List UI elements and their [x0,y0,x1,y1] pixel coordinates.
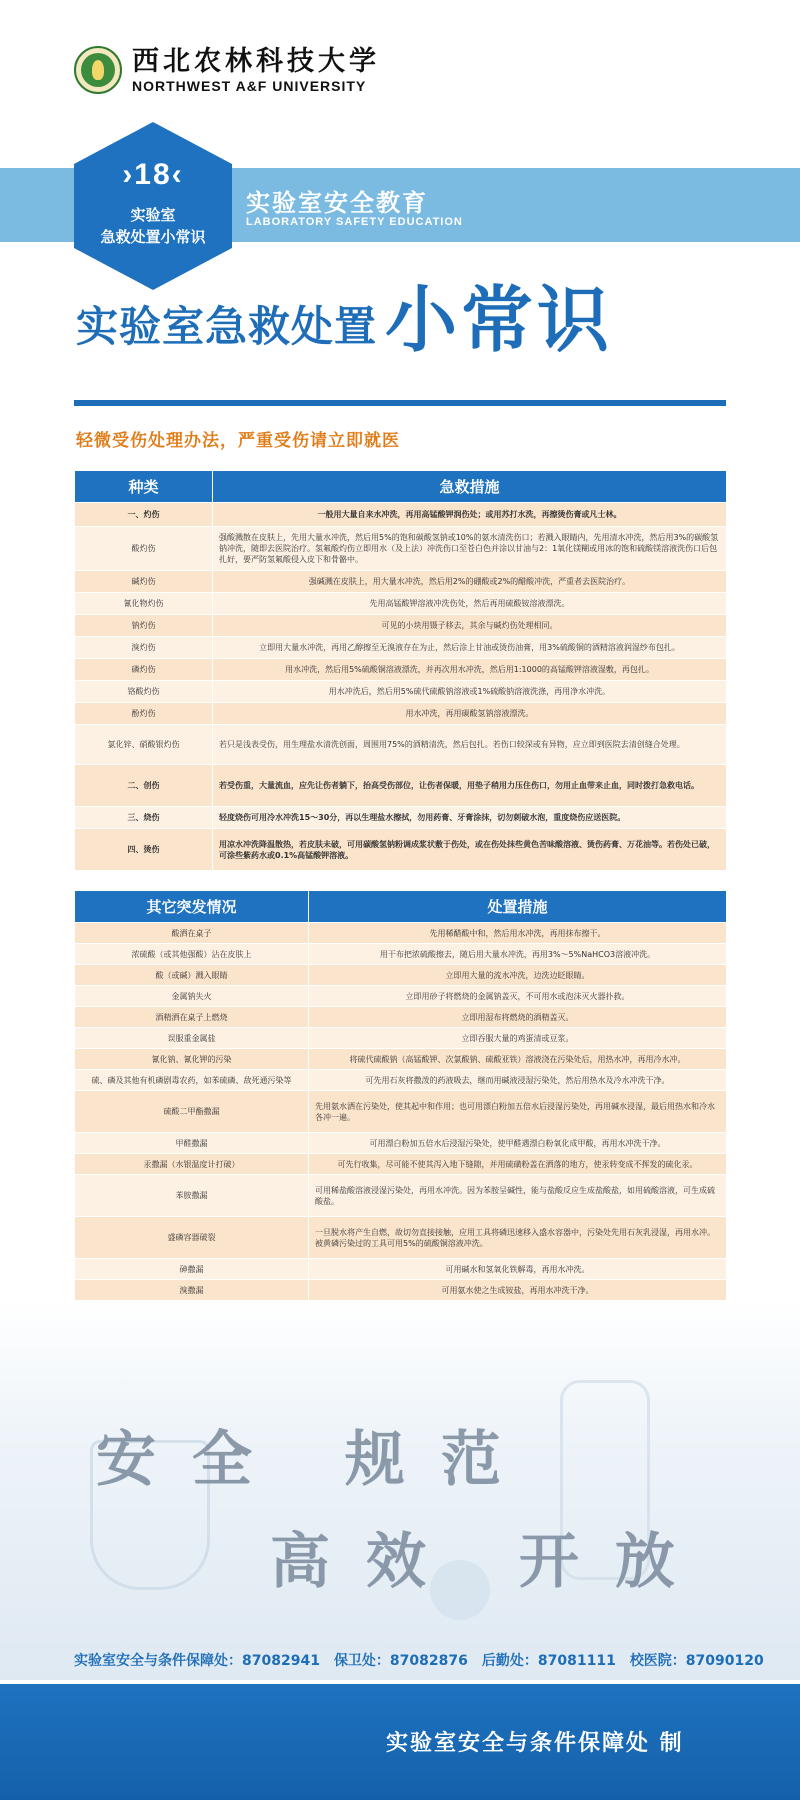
row-situation: 误服重金属盐 [75,1028,309,1049]
row-type: 酸灼伤 [75,527,213,571]
row-situation: 盛磷容器破裂 [75,1217,309,1259]
row-measure: 用水冲洗，然后用5%硫酸铜溶液漂洗，并再次用水冲洗，然后用1:1000的高锰酸钾溶液湿敷，再包扎。 [213,659,727,681]
page-title-part1: 实验室急救处置 [76,302,378,351]
row-situation: 酸（或碱）溅入眼睛 [75,965,309,986]
row-situation: 硫、磷及其他有机磷剧毒农药，如苯硫磷、敌死通污染等 [75,1070,309,1091]
row-situation: 苯胺撒漏 [75,1175,309,1217]
row-measure: 可先用石灰将撒泼的药液吸去，继而用碱液浸湿污染处，然后用热水及冷水冲洗干净。 [309,1070,727,1091]
row-type: 酚灼伤 [75,703,213,725]
header-situation: 其它突发情况 [75,891,309,923]
row-measure: 可见的小块用镊子移去，其余与碱灼伤处理相同。 [213,615,727,637]
row-type: 四、烫伤 [75,829,213,871]
row-measure: 先用高锰酸钾溶液冲洗伤处，然后再用硫酸铵溶液漂洗。 [213,593,727,615]
row-situation: 溴撒漏 [75,1280,309,1301]
university-logo [74,46,380,94]
row-measure: 立即用砂子将燃烧的金属钠盖灭，不可用水或泡沫灭火器扑救。 [309,986,727,1007]
page-title-part2: 小常识 [385,278,614,362]
row-situation: 浓硫酸（或其他强酸）沾在皮肤上 [75,944,309,965]
row-type: 氯化锌、硝酸银灼伤 [75,725,213,765]
row-measure: 可用碱水和氢氧化铁解毒，再用水冲洗。 [309,1259,727,1280]
slogan-line1: 安全 规范 [96,1425,537,1495]
row-situation: 氰化钠、氰化钾的污染 [75,1049,309,1070]
row-situation: 金属钠失火 [75,986,309,1007]
hex-label-line2: 急救处置小常识 [100,228,206,246]
row-measure: 先用稀醋酸中和，然后用水冲洗，再用抹布擦干。 [309,923,727,944]
header-measure: 处置措施 [309,891,727,923]
row-situation: 砷撒漏 [75,1259,309,1280]
page-title [76,280,613,360]
page-subtitle: 轻微受伤处理办法，严重受伤请立即就医 [76,431,400,451]
contact-hospital: 校医院：87090120 [629,1653,764,1669]
row-measure: 将硫代硫酸钠（高锰酸钾、次氯酸钠、硫酸亚铁）溶液浇在污染处后，用热水冲，再用冷水冲。 [309,1049,727,1070]
row-type: 碱灼伤 [75,571,213,593]
contact-line [74,1650,778,1670]
row-type: 钠灼伤 [75,615,213,637]
row-measure: 可用氨水使之生成铵盐，再用水冲洗干净。 [309,1280,727,1301]
row-type: 磷灼伤 [75,659,213,681]
row-measure: 立即用大量的流水冲洗，边洗边眨眼睛。 [309,965,727,986]
row-type: 三、烧伤 [75,807,213,829]
row-type: 溴灼伤 [75,637,213,659]
university-name-en: NORTHWEST A&F UNIVERSITY [132,78,367,94]
row-measure: 一般用大量自来水冲洗，再用高锰酸钾润伤处；或用苏打水洗，再擦烫伤膏或凡士林。 [213,503,727,527]
row-measure: 轻度烧伤可用冷水冲洗15～30分，再以生理盐水擦拭，勿用药膏、牙膏涂抹，切勿刺破水泡，重度烧伤应送医院。 [213,807,727,829]
row-measure: 立即用大量水冲洗，再用乙醇擦至无溴液存在为止，然后涂上甘油或烫伤油膏，用3%硫酸铜的酒精溶液润湿纱布包扎。 [213,637,727,659]
slogan-line2: 高效 开放 [270,1527,711,1597]
row-measure: 用干布把浓硫酸擦去，随后用大量水冲洗，再用3%～5%NaHCO3溶液冲洗。 [309,944,727,965]
first-aid-table [74,470,727,871]
row-measure: 若只是浅表受伤，用生理盐水清洗创面，周围用75%的酒精清洗，然后包扎。若伤口较深或有异物，应立即到医院去清创缝合处理。 [213,725,727,765]
row-situation: 汞撒漏（水银温度计打破） [75,1154,309,1175]
row-situation: 酸洒在桌子 [75,923,309,944]
band-subtitle: LABORATORY SAFETY EDUCATION [246,216,463,228]
row-type: 二、创伤 [75,765,213,807]
band-title: 实验室安全教育 [246,189,428,217]
contact-security: 保卫处：87082876 [333,1653,468,1669]
row-measure: 强碱溅在皮肤上，用大量水冲洗，然后用2%的硼酸或2%的醋酸冲洗，严重者去医院治疗。 [213,571,727,593]
row-type: 一、灼伤 [75,503,213,527]
row-measure: 用水冲洗，再用碳酸氢钠溶液漂洗。 [213,703,727,725]
row-situation: 酒精洒在桌子上燃烧 [75,1007,309,1028]
university-name-cn: 西北农林科技大学 [132,46,380,77]
row-measure: 用凉水冲洗降温散热，若皮肤未破，可用碳酸氢钠粉调成浆状敷于伤处，或在伤处抹些黄色苦味酸溶液、烫伤药膏、万花油等。若伤处已破，可涂些紫药水或0.1%高锰酸钾溶液。 [213,829,727,871]
issue-number: ›18‹ [122,158,184,191]
header-measure: 急救措施 [213,471,727,503]
header-type: 种类 [75,471,213,503]
footer-credit: 实验室安全与条件保障处 制 [386,1731,684,1756]
title-divider [74,400,726,406]
contact-logistics: 后勤处：87081111 [481,1653,616,1669]
row-measure: 可用漂白粉加五倍水后浸湿污染处，使甲醛遇漂白粉氧化成甲酸，再用水冲洗干净。 [309,1133,727,1154]
hex-label-line1: 实验室 [130,206,176,224]
row-measure: 可先行收集，尽可能不使其泻入地下缝隙，并用硫磺粉盖在洒落的地方，使汞转变成不挥发的硫化汞。 [309,1154,727,1175]
row-situation: 甲醛撒漏 [75,1133,309,1154]
row-measure: 用水冲洗后，然后用5%硫代硫酸钠溶液或1%硫酸钠溶液洗涤，再用净水冲洗。 [213,681,727,703]
row-measure: 可用稀盐酸溶液浸湿污染处，再用水冲洗。因为苯胺呈碱性，能与盐酸反应生成盐酸盐，如用硫酸溶液，可生成硫酸盐。 [309,1175,727,1217]
university-emblem-icon [74,46,122,94]
row-type: 铬酸灼伤 [75,681,213,703]
row-measure: 强酸溅散在皮肤上，先用大量水冲洗，然后用5%的饱和碳酸氢钠或10%的氨水清洗伤口；若溅入眼睛内，先用清水冲洗，然后用3%的碳酸氢钠冲洗，随即去医院治疗。氢氟酸灼伤立即用水（及上法）冲洗伤口至苍白色并涂以甘油与2：1氧化镁糊或用冰的饱和硫酸镁溶液洗伤口后包扎好，要严防氢氟酸侵入皮下和骨骼中。 [213,527,727,571]
row-measure: 立即用湿布将燃烧的酒精盖灭。 [309,1007,727,1028]
contact-lab-safety: 实验室安全与条件保障处：87082941 [74,1653,320,1669]
row-measure: 立即吞服大量的鸡蛋清或豆浆。 [309,1028,727,1049]
row-type: 氰化物灼伤 [75,593,213,615]
row-measure: 若受伤重，大量流血，应先让伤者躺下，抬高受伤部位，让伤者保暖，用垫子稍用力压住伤口，勿用止血带来止血，同时拨打急救电话。 [213,765,727,807]
row-situation: 硫酸二甲酯撒漏 [75,1091,309,1133]
row-measure: 一旦脱水将产生自燃，故切勿直接接触，应用工具将磷迅速移入盛水容器中，污染处先用石灰乳浸湿，再用水冲。被黄磷污染过的工具可用5%的硫酸铜溶液冲洗。 [309,1217,727,1259]
row-measure: 先用氨水洒在污染处，使其起中和作用；也可用漂白粉加五倍水后浸湿污染处，再用碱水浸湿，最后用热水和冷水各冲一遍。 [309,1091,727,1133]
emergency-table [74,890,727,1301]
